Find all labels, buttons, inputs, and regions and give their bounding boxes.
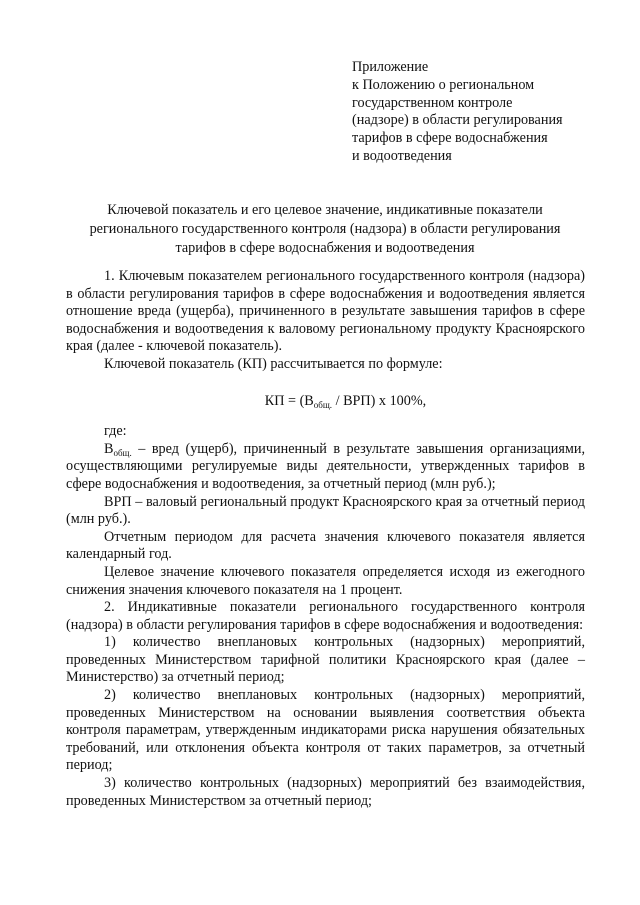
appendix-line: (надзоре) в области регулирования — [352, 112, 563, 129]
formula-end: / ВРП) х 100%, — [332, 392, 427, 409]
appendix-line: и водоотведения — [352, 147, 452, 164]
harm-symbol: В — [104, 440, 114, 457]
title-line: регионального государственного контроля (надзора) в области регулирования — [89, 221, 561, 237]
harm-text: – вред (ущерб), причиненный в результате завышения организациями, осуществляющими регулируемые виды деятельности, утвержденных тарифов в сфере водоснабжения и водоотведения, за отчетный период (млн руб.); — [66, 440, 585, 492]
title-line: Ключевой показатель и его целевое значение, индикативные показатели — [107, 202, 543, 218]
appendix-line: к Положению о региональном — [352, 76, 535, 93]
paragraph-harm-definition — [66, 441, 585, 494]
paragraph-period: Отчетным периодом для расчета значения ключевого показателя является календарный год. — [66, 528, 585, 563]
appendix-line: государственном контроле — [352, 94, 513, 111]
appendix-line: Приложение — [352, 59, 429, 75]
appendix-line: тарифов в сфере водоснабжения — [352, 130, 548, 147]
title-line: тарифов в сфере водоснабжения и водоотведения — [175, 240, 475, 256]
paragraph-indicative: 2. Индикативные показатели регионального государственного контроля (надзора) в области регулирования тарифов в сфере водоснабжения и водоотведения: — [66, 599, 585, 633]
formula — [66, 393, 585, 411]
formula-subscript: общ. — [313, 399, 333, 410]
paragraph-where: где: — [104, 423, 127, 440]
document-title — [60, 201, 590, 258]
harm-subscript: общ. — [113, 447, 132, 458]
formula-start: КП = (В — [264, 392, 314, 409]
list-item: 1) количество внеплановых контрольных (надзорных) мероприятий, проведенных Министерством тарифной политики Красноярского края (далее – Министерство) за отчетный период; — [66, 634, 585, 686]
paragraph-formula-intro: Ключевой показатель (КП) рассчитывается по формуле: — [104, 355, 443, 372]
paragraph-key-indicator: 1. Ключевым показателем регионального государственного контроля (надзора) в области регулирования тарифов в сфере водоснабжения и водоотведения является отношение вреда (ущерба), причиненного в результате завышения тарифов в сфере водоснабжения и водоотведения к валовому региональному продукту Красноярского края (далее - ключевой показатель). — [66, 268, 585, 355]
document-body — [66, 268, 585, 810]
paragraph-target: Целевое значение ключевого показателя определяется исходя из ежегодного снижения значения ключевого показателя на 1 процент. — [66, 563, 585, 598]
list-item: 2) количество внеплановых контрольных (надзорных) мероприятий, проведенных Министерством на основании выявления соответствия объекта контроля параметрам, утвержденным индикаторами риска нарушения обязательных требований, или отклонения объекта контроля от таких параметров, за отчетный период; — [66, 687, 585, 774]
appendix-header — [352, 59, 612, 166]
list-item: 3) количество контрольных (надзорных) мероприятий без взаимодействия, проведенных Министерством за отчетный период; — [66, 775, 585, 809]
paragraph-grp-definition: ВРП – валовый региональный продукт Красноярского края за отчетный период (млн руб.). — [66, 493, 585, 528]
